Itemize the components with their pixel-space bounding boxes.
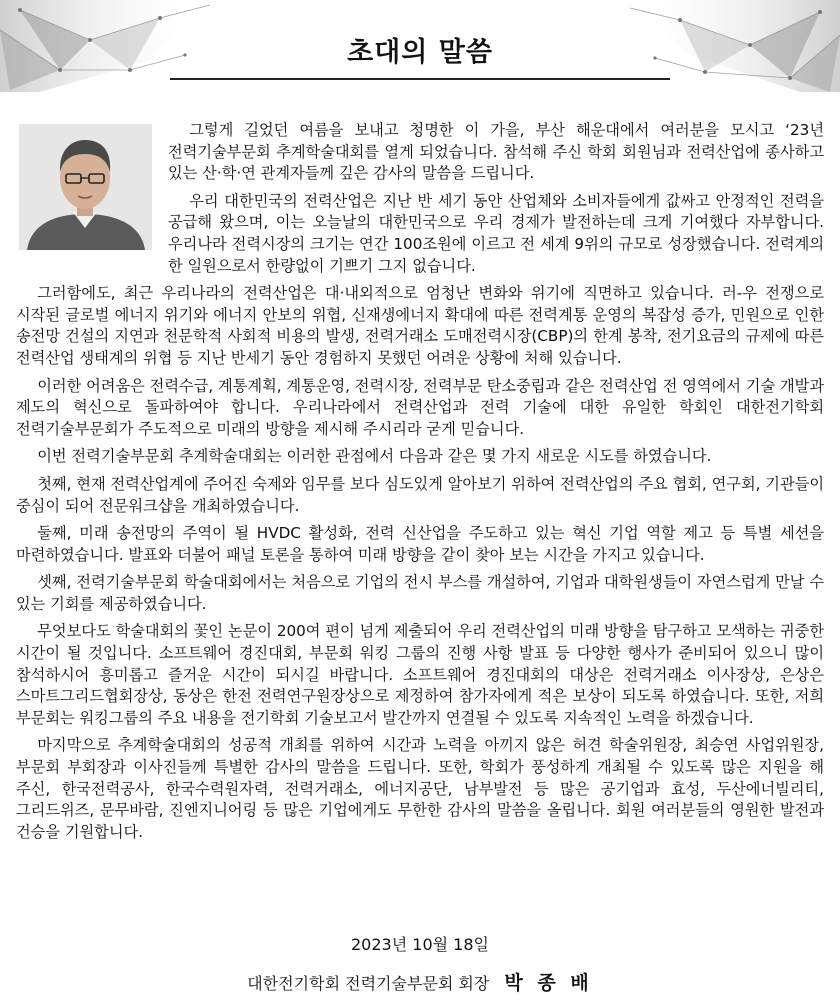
title-underline — [170, 78, 670, 80]
signature-name: 박 종 배 — [504, 972, 593, 994]
paragraph: 그러함에도, 최근 우리나라의 전력산업은 대·내외적으로 엄청난 변화와 위기에 직면하고 있습니다. 러-우 전쟁으로 시작된 글로벌 에너지 위기와 에너지 안보의 위협, 신재생에너지 확대에 따른 전력계통 운영의 복잡성 증가, 민원으로 인한 송전망 건설의 지연과 천문학적 사회적 비용의 발생, 전력거래소 도매전력시장(CBP)의 한계 봉착, 전기요금의 규제에 따른 전력산업 생태계의 위협 등 지난 반세기 동안 경험하지 못했던 어려운 상황에 처해 있습니다. — [16, 284, 824, 367]
paragraph: 무엇보다도 학술대회의 꽃인 논문이 200여 편이 넘게 제출되어 우리 전력산업의 미래 방향을 탐구하고 모색하는 귀중한 시간이 될 것입니다. 소프트웨어 경진대회, 부문회 워킹 그룹의 진행 사항 발표 등 다양한 행사가 준비되어 있으니 많이 참석하시어 흥미롭고 즐거운 시간이 되시길 바랍니다. 소프트웨어 경진대회의 대상은 전력거래소 이사장상, 은상은 스마트그리드협회장상, 동상은 한전 전력연구원장상으로 제정하여 참가자에게 적은 보상이 되도록 하였습니다. 또한, 저희 부문회는 워킹그룹의 주요 내용을 전기학회 기술보고서 발간까지 연결될 수 있도록 지속적인 노력을 하겠습니다. — [16, 622, 824, 727]
paragraph: 셋째, 전력기술부문회 학술대회에서는 처음으로 기업의 전시 부스를 개설하여, 기업과 대학원생들이 자연스럽게 만날 수 있는 기회를 제공하였습니다. — [16, 573, 824, 613]
paragraph: 이번 전력기술부문회 추계학술대회는 이러한 관점에서 다음과 같은 몇 가지 새로운 시도를 하였습니다. — [37, 447, 712, 466]
welcome-letter-body — [16, 120, 824, 849]
paragraph: 마지막으로 추계학술대회의 성공적 개최를 위하여 시간과 노력을 아끼지 않은 허견 학술위원장, 최승연 사업위원장, 부문회 부회장과 이사진들께 특별한 감사의 말씀을 드립니다. 또한, 학회가 풍성하게 개최될 수 있도록 많은 지원을 해 주신, 한국전력공사, 한국수력원자력, 전력거래소, 에너지공단, 남부발전 등 많은 공기업과 효성, 두산에너빌리티, 그리드위즈, 문무바람, 진엔지니어링 등 많은 기업에게도 무한한 감사의 말씀을 올립니다. 회원 여러분들의 영원한 발전과 건승을 기원합니다. — [16, 736, 824, 841]
paragraph: 둘째, 미래 송전망의 주역이 될 HVDC 활성화, 전력 신산업을 주도하고 있는 혁신 기업 역할 제고 등 특별 세션을 마련하였습니다. 발표와 더불어 패널 토론을 통하여 미래 방향을 같이 찾아 보는 시간을 가지고 있습니다. — [16, 524, 824, 564]
signature-affiliation: 대한전기학회 전력기술부문회 회장 — [247, 974, 490, 993]
paragraph: 그렇게 길었던 여름을 보내고 청명한 이 가을, 부산 해운대에서 여러분을 모시고 ‘23년 전력기술부문회 추계학술대회를 열게 되었습니다. 참석해 주신 학회 회원님과 전력산업에 종사하고 있는 산·학·연 관계자들께 깊은 감사의 말씀을 드립니다. — [168, 121, 824, 183]
paragraph: 첫째, 현재 전력산업계에 주어진 숙제와 임무를 보다 심도있게 알아보기 위하여 전력산업의 주요 협회, 연구회, 기관들이 중심이 되어 전문워크샵을 개최하였습니다. — [16, 474, 824, 515]
signature-line — [0, 968, 840, 995]
paragraph: 우리 대한민국의 전력산업은 지난 반 세기 동안 산업체와 소비자들에게 값싸고 안정적인 전력을 공급해 왔으며, 이는 오늘날의 대한민국으로 우리 경제가 발전하는데 크게 기여했다 자부합니다. 우리나라 전력시장의 크기는 연간 100조원에 이르고 전 세계 9위의 규모로 성장했습니다. 전력계의 한 일원으로서 한량없이 기쁘기 그지 없습니다. — [168, 191, 824, 275]
header-banner — [0, 0, 840, 92]
page-title: 초대의 말씀 — [347, 37, 493, 68]
paragraph: 이러한 어려움은 전력수급, 계통계획, 계통운영, 전력시장, 전력부문 탄소중립과 같은 전력산업 전 영역에서 기술 개발과 제도의 혁신으로 돌파하여야 합니다. 우리나라에서 전력산업과 전력 기술에 대한 유일한 학회인 대한전기학회 전력기술부문회가 주도적으로 미래의 방향을 제시해 주시리라 굳게 믿습니다. — [16, 376, 824, 438]
letter-date: 2023년 10월 18일 — [351, 935, 489, 954]
